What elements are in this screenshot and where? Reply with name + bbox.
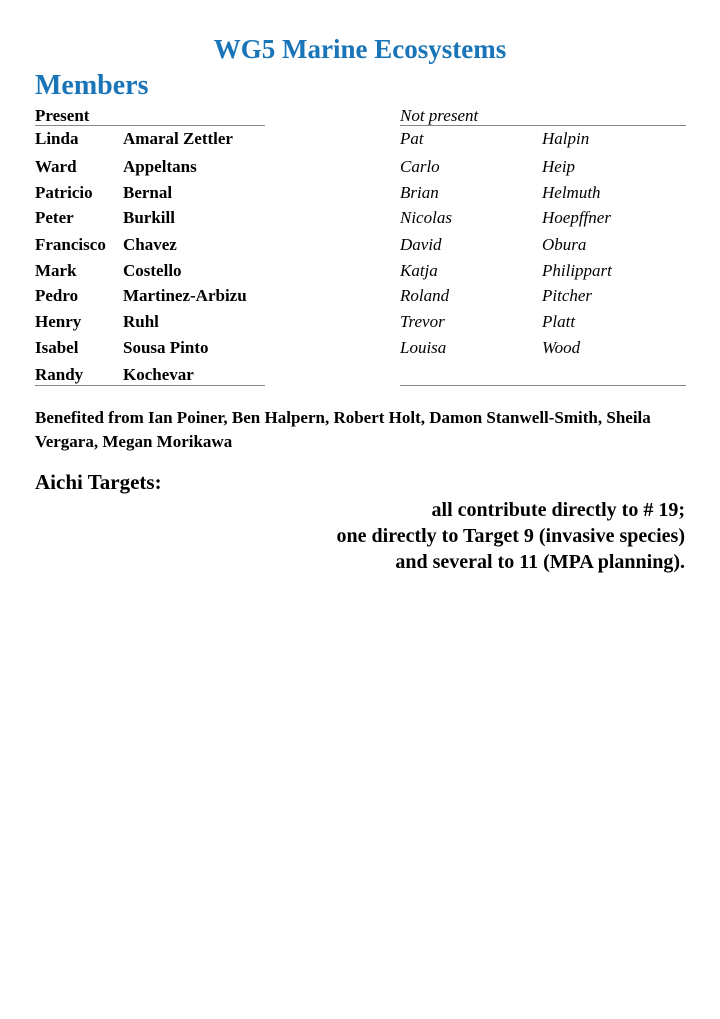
last-name: Appeltans bbox=[123, 157, 197, 176]
aichi-line: and several to 11 (MPA planning). bbox=[395, 551, 685, 573]
first-name: Carlo bbox=[400, 157, 440, 176]
present-member-row bbox=[35, 285, 275, 307]
not-present-heading: Not present bbox=[400, 106, 479, 125]
first-name: Linda bbox=[35, 129, 79, 148]
absent-member-row bbox=[400, 260, 690, 282]
first-name: Henry bbox=[35, 312, 82, 331]
last-name: Helmuth bbox=[542, 183, 601, 202]
last-name: Chavez bbox=[123, 235, 177, 254]
benefited-note: Benefited from Ian Poiner, Ben Halpern, Robert Holt, Damon Stanwell-Smith, Sheila Vergara, Megan Morikawa bbox=[35, 408, 651, 451]
first-name: Trevor bbox=[400, 312, 445, 331]
present-member-row bbox=[35, 156, 275, 178]
present-member-row bbox=[35, 364, 275, 386]
absent-member-row bbox=[400, 182, 690, 204]
last-name: Bernal bbox=[123, 183, 173, 202]
not-present-header-rule bbox=[400, 125, 686, 126]
first-name: Nicolas bbox=[400, 208, 452, 227]
absent-member-row bbox=[400, 207, 690, 229]
present-member-row bbox=[35, 128, 275, 150]
absent-member-row bbox=[400, 285, 690, 307]
first-name: Isabel bbox=[35, 338, 79, 357]
present-heading: Present bbox=[35, 106, 90, 125]
page-title: WG5 Marine Ecosystems bbox=[213, 34, 507, 64]
last-name: Martinez-Arbizu bbox=[123, 286, 247, 305]
last-name: Hoepffner bbox=[542, 208, 611, 227]
last-name: Heip bbox=[542, 157, 576, 176]
first-name: Pat bbox=[400, 129, 424, 148]
last-name: Costello bbox=[123, 261, 182, 280]
first-name: David bbox=[400, 235, 442, 254]
aichi-line: one directly to Target 9 (invasive species) bbox=[336, 525, 685, 547]
first-name: Francisco bbox=[35, 235, 106, 254]
first-name: Louisa bbox=[400, 338, 447, 357]
last-name: Wood bbox=[542, 338, 581, 357]
first-name: Pedro bbox=[35, 286, 79, 305]
last-name: Platt bbox=[542, 312, 576, 331]
present-header-rule bbox=[35, 125, 265, 126]
present-member-row bbox=[35, 260, 275, 282]
aichi-heading: Aichi Targets: bbox=[35, 470, 162, 494]
first-name: Randy bbox=[35, 365, 84, 384]
last-name: Sousa Pinto bbox=[123, 338, 209, 357]
present-member-row bbox=[35, 337, 275, 359]
absent-member-row bbox=[400, 337, 690, 359]
last-name: Obura bbox=[542, 235, 587, 254]
first-name: Patricio bbox=[35, 183, 93, 202]
last-name: Pitcher bbox=[542, 286, 593, 305]
last-name: Halpin bbox=[542, 129, 590, 148]
not-present-bottom-rule bbox=[400, 385, 686, 386]
absent-member-row bbox=[400, 234, 690, 256]
last-name: Burkill bbox=[123, 208, 175, 227]
first-name: Mark bbox=[35, 261, 77, 280]
aichi-line: all contribute directly to # 19; bbox=[431, 499, 685, 521]
last-name: Ruhl bbox=[123, 312, 159, 331]
absent-member-row bbox=[400, 156, 690, 178]
last-name: Amaral Zettler bbox=[123, 129, 233, 148]
first-name: Roland bbox=[400, 286, 450, 305]
members-heading: Members bbox=[35, 70, 149, 101]
first-name: Peter bbox=[35, 208, 74, 227]
present-member-row bbox=[35, 234, 275, 256]
aichi-statements bbox=[337, 497, 685, 575]
present-member-row bbox=[35, 182, 275, 204]
last-name: Kochevar bbox=[123, 365, 194, 384]
present-member-row bbox=[35, 311, 275, 333]
absent-member-row bbox=[400, 128, 690, 150]
present-member-row bbox=[35, 207, 275, 229]
first-name: Brian bbox=[400, 183, 439, 202]
absent-member-row bbox=[400, 311, 690, 333]
first-name: Ward bbox=[35, 157, 77, 176]
first-name: Katja bbox=[400, 261, 438, 280]
last-name: Philippart bbox=[542, 261, 612, 280]
